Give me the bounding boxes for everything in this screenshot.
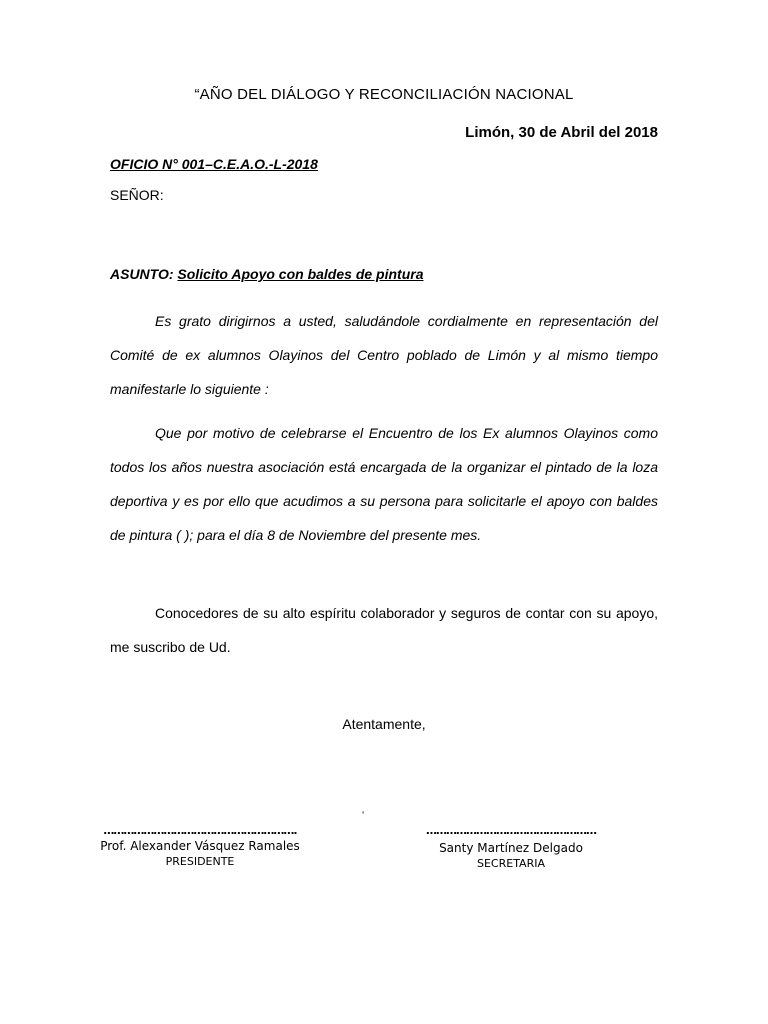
signer-name: Santy Martínez Delgado bbox=[439, 841, 583, 855]
stray-mark: ‘ bbox=[362, 810, 365, 821]
paragraph-intro bbox=[110, 304, 658, 406]
signature-line: …………………………………………… bbox=[426, 824, 596, 837]
paragraph-closing-text: Conocedores de su alto espíritu colaborador y seguros de contar con su apoyo, me suscribo de Ud. bbox=[110, 605, 658, 655]
signature-block-president bbox=[80, 824, 320, 869]
oficio-number: OFICIO N° 001–C.E.A.O.-L-2018 bbox=[110, 156, 318, 172]
paragraph-request-text: Que por motivo de celebrarse el Encuentro de los Ex alumnos Olayinos como todos los años nuestra asociación está encargada de la organizar el pintado de la loza deportiva y es por ello que acudimos a su persona para solicitarle el apoyo con baldes de pintura ( ); para el día 8 de Noviembre del presente mes. bbox=[110, 425, 658, 543]
subject-text: Solicito Apoyo con baldes de pintura bbox=[177, 266, 424, 282]
paragraph-request bbox=[110, 416, 658, 552]
salutation: SEÑOR: bbox=[110, 187, 164, 203]
subject-line bbox=[110, 266, 423, 282]
paragraph-closing bbox=[110, 596, 658, 664]
signature-block-secretary bbox=[398, 824, 624, 871]
paragraph-intro-text: Es grato dirigirnos a usted, saludándole cordialmente en representación del Comité de ex alumnos Olayinos del Centro poblado de Limón y al mismo tiempo manifestarle lo siguiente : bbox=[110, 313, 658, 397]
signer-name: Prof. Alexander Vásquez Ramales bbox=[100, 839, 300, 853]
place-date: Limón, 30 de Abril del 2018 bbox=[465, 124, 658, 141]
year-heading: “AÑO DEL DIÁLOGO Y RECONCILIACIÓN NACIONAL bbox=[194, 86, 574, 103]
signer-role: SECRETARIA bbox=[476, 857, 545, 870]
subject-label: ASUNTO: bbox=[110, 266, 174, 282]
closing-greeting: Atentamente, bbox=[342, 716, 426, 732]
signature-line: …………………………………………………. bbox=[103, 824, 297, 837]
signer-role: PRESIDENTE bbox=[165, 855, 235, 868]
